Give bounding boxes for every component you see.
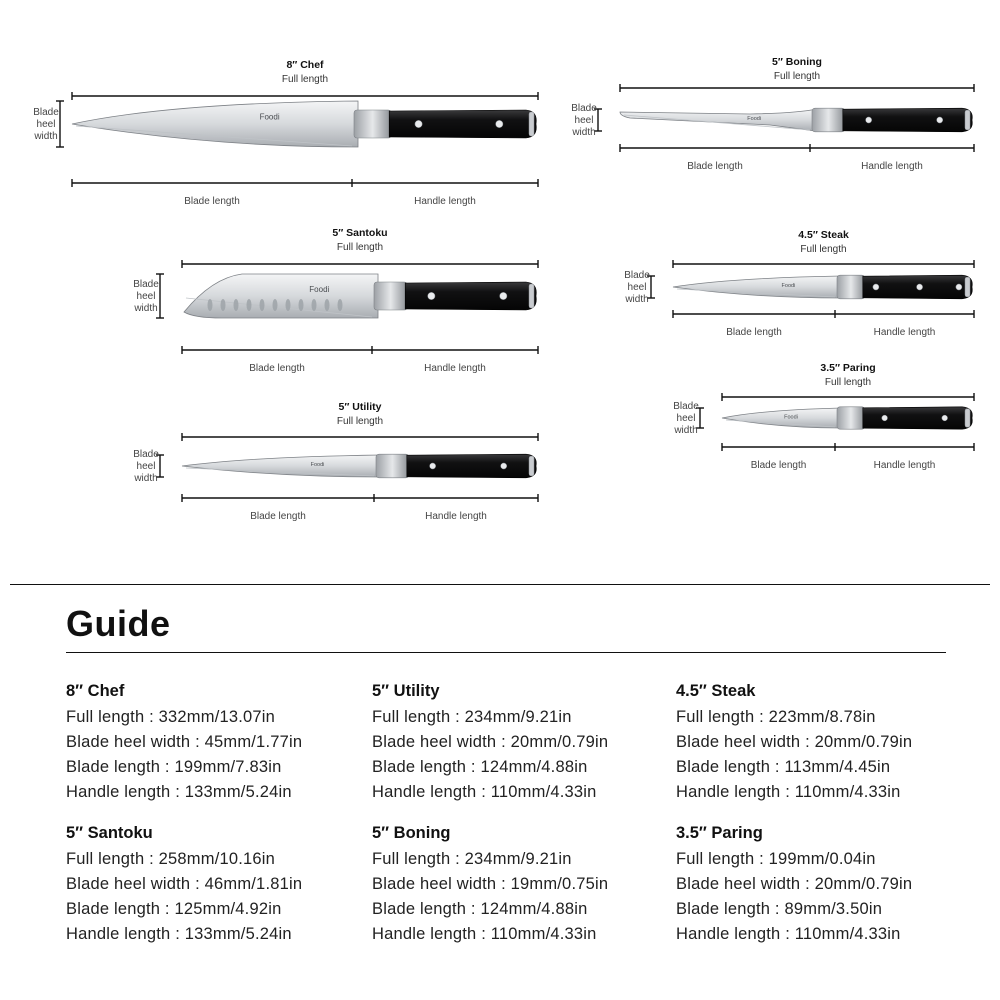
spec-name: 8″ Chef [66,682,125,700]
spec-blade-length: Blade length : 125mm/4.92in [66,900,282,918]
spec-full-length: Full length : 223mm/8.78in [676,708,876,726]
heel-width-label: width [572,127,596,138]
rivet [942,415,948,421]
rivet [415,120,422,127]
spec-blade-heel-width: Blade heel width : 45mm/1.77in [66,733,303,751]
spec-steak [676,680,976,805]
handle-length-label: Handle length [873,327,936,338]
blade-length-label: Blade length [250,511,306,522]
heel-width-label: Blade [33,107,59,118]
spec-paring [676,822,976,947]
blade-dimple [273,299,278,311]
blade-length-label: Blade length [726,327,782,338]
heel-width-label: width [34,131,58,142]
knife-name: 5″ Boning [772,56,822,68]
knife-chef [33,59,538,207]
heel-width-label: heel [574,115,594,126]
blade [184,274,378,318]
knife-boning [571,56,974,172]
handle-end-cap [529,456,534,476]
bolster [812,108,845,132]
handle-length-label: Handle length [424,363,486,374]
guide-title: Guide [66,603,171,644]
spec-blade-heel-width: Blade heel width : 19mm/0.75in [372,875,609,893]
handle [843,108,972,132]
spec-full-length: Full length : 332mm/13.07in [66,708,276,726]
spec-chef [66,680,366,805]
heel-width-label: width [625,294,649,305]
blade [182,455,380,477]
full-length-label: Full length [800,244,847,255]
knife-steak [624,229,974,338]
spec-blade-heel-width: Blade heel width : 46mm/1.81in [66,875,303,893]
spec-full-length: Full length : 234mm/9.21in [372,708,572,726]
blade-dimple [286,299,291,311]
handle [407,454,536,478]
spec-full-length: Full length : 199mm/0.04in [676,850,876,868]
spec-utility [372,680,672,805]
spec-blade-length: Blade length : 124mm/4.88in [372,758,588,776]
bolster [837,275,865,299]
spec-blade-heel-width: Blade heel width : 20mm/0.79in [676,733,913,751]
bolster [374,282,407,310]
spec-name: 5″ Boning [372,824,451,842]
spec-name: 4.5″ Steak [676,682,756,700]
spec-full-length: Full length : 258mm/10.16in [66,850,276,868]
heel-width-label: Blade [571,103,597,114]
rivet [428,292,435,299]
rivet [956,284,962,290]
spec-handle-length: Handle length : 110mm/4.33in [676,925,901,943]
handle-length-label: Handle length [425,511,487,522]
spec-name: 5″ Santoku [66,824,153,842]
blade [72,101,358,147]
handle-end-cap [965,409,970,427]
knife-name: 3.5″ Paring [820,362,876,374]
spec-blade-heel-width: Blade heel width : 20mm/0.79in [676,875,913,893]
knife-name: 5″ Utility [338,401,382,413]
full-length-label: Full length [281,74,329,85]
brand-logo-text: Foodi [259,112,280,122]
heel-width-label: width [674,425,698,436]
heel-width-label: width [134,303,158,314]
brand-logo-text: Foodi [781,283,796,290]
spec-handle-length: Handle length : 110mm/4.33in [676,783,901,801]
bolster [376,454,409,478]
full-length-label: Full length [336,242,384,253]
knife-name: 8″ Chef [286,59,324,71]
blade-dimple [221,299,226,311]
spec-handle-length: Handle length : 110mm/4.33in [372,925,597,943]
heel-width-label: Blade [673,401,699,412]
blade-length-label: Blade length [750,460,807,471]
heel-width-label: heel [676,413,696,424]
blade-dimple [299,299,304,311]
knife-name: 4.5″ Steak [798,229,849,241]
blade [620,109,816,131]
spec-blade-length: Blade length : 199mm/7.83in [66,758,282,776]
spec-blade-length: Blade length : 124mm/4.88in [372,900,588,918]
handle-length-label: Handle length [861,161,923,172]
blade-dimple [234,299,239,311]
brand-logo-text: Foodi [309,285,330,295]
spec-name: 5″ Utility [372,682,440,700]
bolster [837,407,865,429]
blade-length-label: Blade length [184,196,240,207]
spec-handle-length: Handle length : 133mm/5.24in [66,925,292,943]
handle [405,282,536,310]
spec-boning [372,822,672,947]
blade-length-label: Blade length [687,161,743,172]
handle-end-cap [529,284,534,308]
brand-logo-text: Foodi [747,116,762,123]
heel-width-label: heel [136,291,156,302]
spec-santoku [66,822,366,947]
full-length-label: Full length [336,416,384,427]
heel-width-label: heel [136,461,156,472]
blade-dimple [208,299,213,311]
brand-logo-text: Foodi [310,462,325,469]
rivet [501,463,507,469]
heel-width-label: Blade [133,279,159,290]
rivet [917,284,923,290]
rivet [866,117,872,123]
blade-length-label: Blade length [249,363,305,374]
spec-full-length: Full length : 234mm/9.21in [372,850,572,868]
heel-width-label: width [134,473,158,484]
heel-width-label: heel [36,119,56,130]
spec-blade-heel-width: Blade heel width : 20mm/0.79in [372,733,609,751]
blade [673,276,841,298]
full-length-label: Full length [824,377,872,388]
knife-name: 5″ Santoku [332,227,388,239]
handle-end-cap [965,110,970,130]
spec-blade-length: Blade length : 113mm/4.45in [676,758,891,776]
bolster [354,110,391,138]
blade-dimple [338,299,343,311]
handle [863,407,972,429]
heel-width-label: Blade [624,270,650,281]
heel-width-label: heel [627,282,647,293]
rivet [937,117,943,123]
guide-title-underline [66,652,946,653]
rivet [430,463,436,469]
spec-handle-length: Handle length : 133mm/5.24in [66,783,292,801]
rivet [496,120,503,127]
handle-length-label: Handle length [414,196,476,207]
rivet [873,284,879,290]
rivet [500,292,507,299]
knife-paring [673,362,974,471]
full-length-label: Full length [773,71,821,82]
knife-santoku [133,227,538,374]
handle-end-cap [529,112,534,136]
spec-handle-length: Handle length : 110mm/4.33in [372,783,597,801]
handle-length-label: Handle length [873,460,936,471]
handle [389,110,536,138]
heel-width-label: Blade [133,449,159,460]
knives-layer [33,56,974,522]
knife-utility [133,401,538,522]
blade [722,408,841,428]
blade-dimple [260,299,265,311]
handle-end-cap [965,277,970,297]
section-divider [10,584,990,585]
blade-dimple [312,299,317,311]
spec-blade-length: Blade length : 89mm/3.50in [676,900,883,918]
rivet [882,415,888,421]
brand-logo-text: Foodi [784,414,798,421]
blade-dimple [247,299,252,311]
spec-name: 3.5″ Paring [676,824,763,842]
blade-dimple [325,299,330,311]
